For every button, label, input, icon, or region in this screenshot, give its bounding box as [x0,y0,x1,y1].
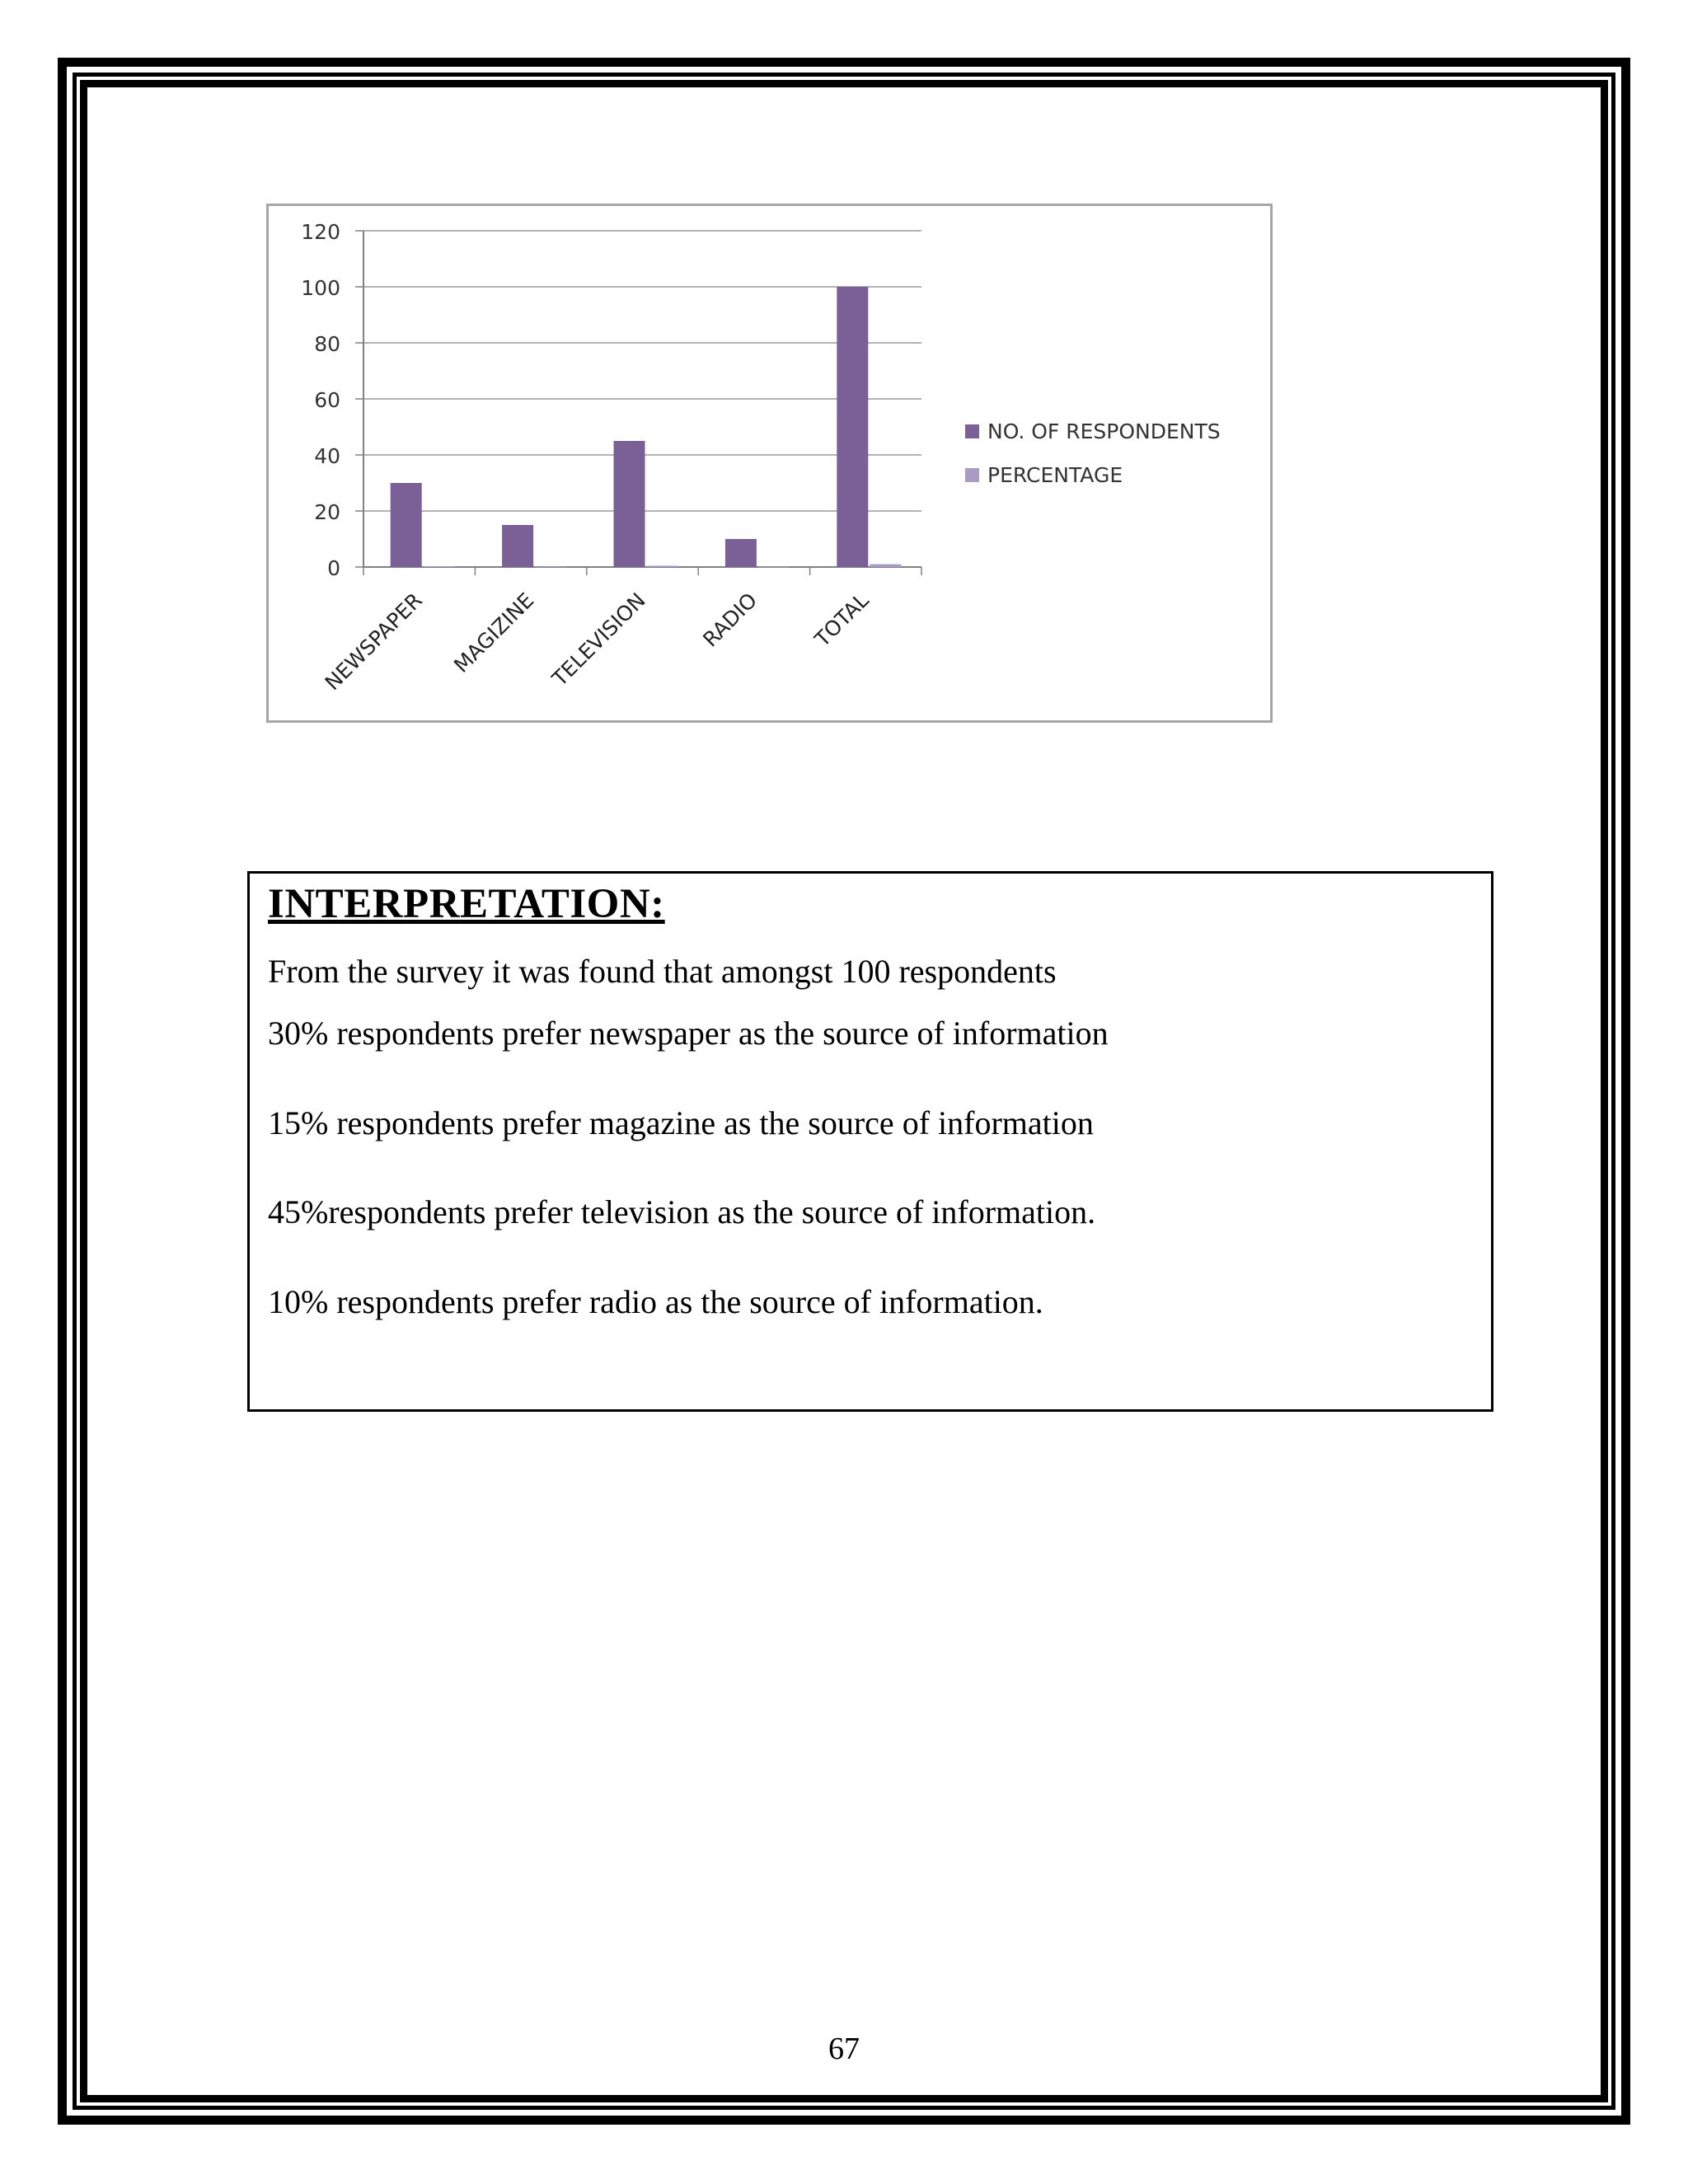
interpretation-line: From the survey it was found that amongst 100 respondents [268,953,1057,990]
legend-swatch [965,424,979,438]
interpretation-line: 10% respondents prefer radio as the source of information. [268,1283,1043,1320]
interpretation-title: INTERPRETATION: [268,881,665,927]
bar-percentage [647,565,678,567]
bar-percentage [535,566,566,567]
interpretation-line: 15% respondents prefer magazine as the source of information [268,1104,1094,1141]
y-tick-label: 120 [301,220,340,244]
y-tick-label: 100 [301,276,340,300]
legend-label: PERCENTAGE [987,463,1123,487]
x-category-label: TOTAL [809,588,874,652]
y-tick-label: 0 [327,556,340,580]
y-tick-label: 40 [314,444,340,468]
bar-respondents [391,483,422,567]
legend-label: NO. OF RESPONDENTS [987,419,1221,443]
page-number: 67 [828,2032,860,2066]
interpretation-line: 45%respondents prefer television as the source of information. [268,1193,1096,1230]
x-category-label: TELEVISION [547,588,650,691]
x-category-label: NEWSPAPER [320,588,427,696]
x-category-label: RADIO [698,588,762,652]
bar-percentage [424,566,455,567]
bar-respondents [614,441,645,567]
bar-chart [266,204,1273,723]
y-tick-label: 60 [314,388,340,412]
x-category-label: MAGIZINE [449,588,539,677]
interpretation-line: 30% respondents prefer newspaper as the source of information [268,1015,1109,1052]
bar-percentage [870,565,901,567]
y-tick-label: 80 [314,332,340,356]
bar-respondents [725,539,757,567]
bar-respondents [837,287,868,567]
bar-respondents [502,525,533,567]
bar-percentage [758,567,790,568]
y-tick-label: 20 [314,500,340,524]
legend-swatch [965,468,979,482]
